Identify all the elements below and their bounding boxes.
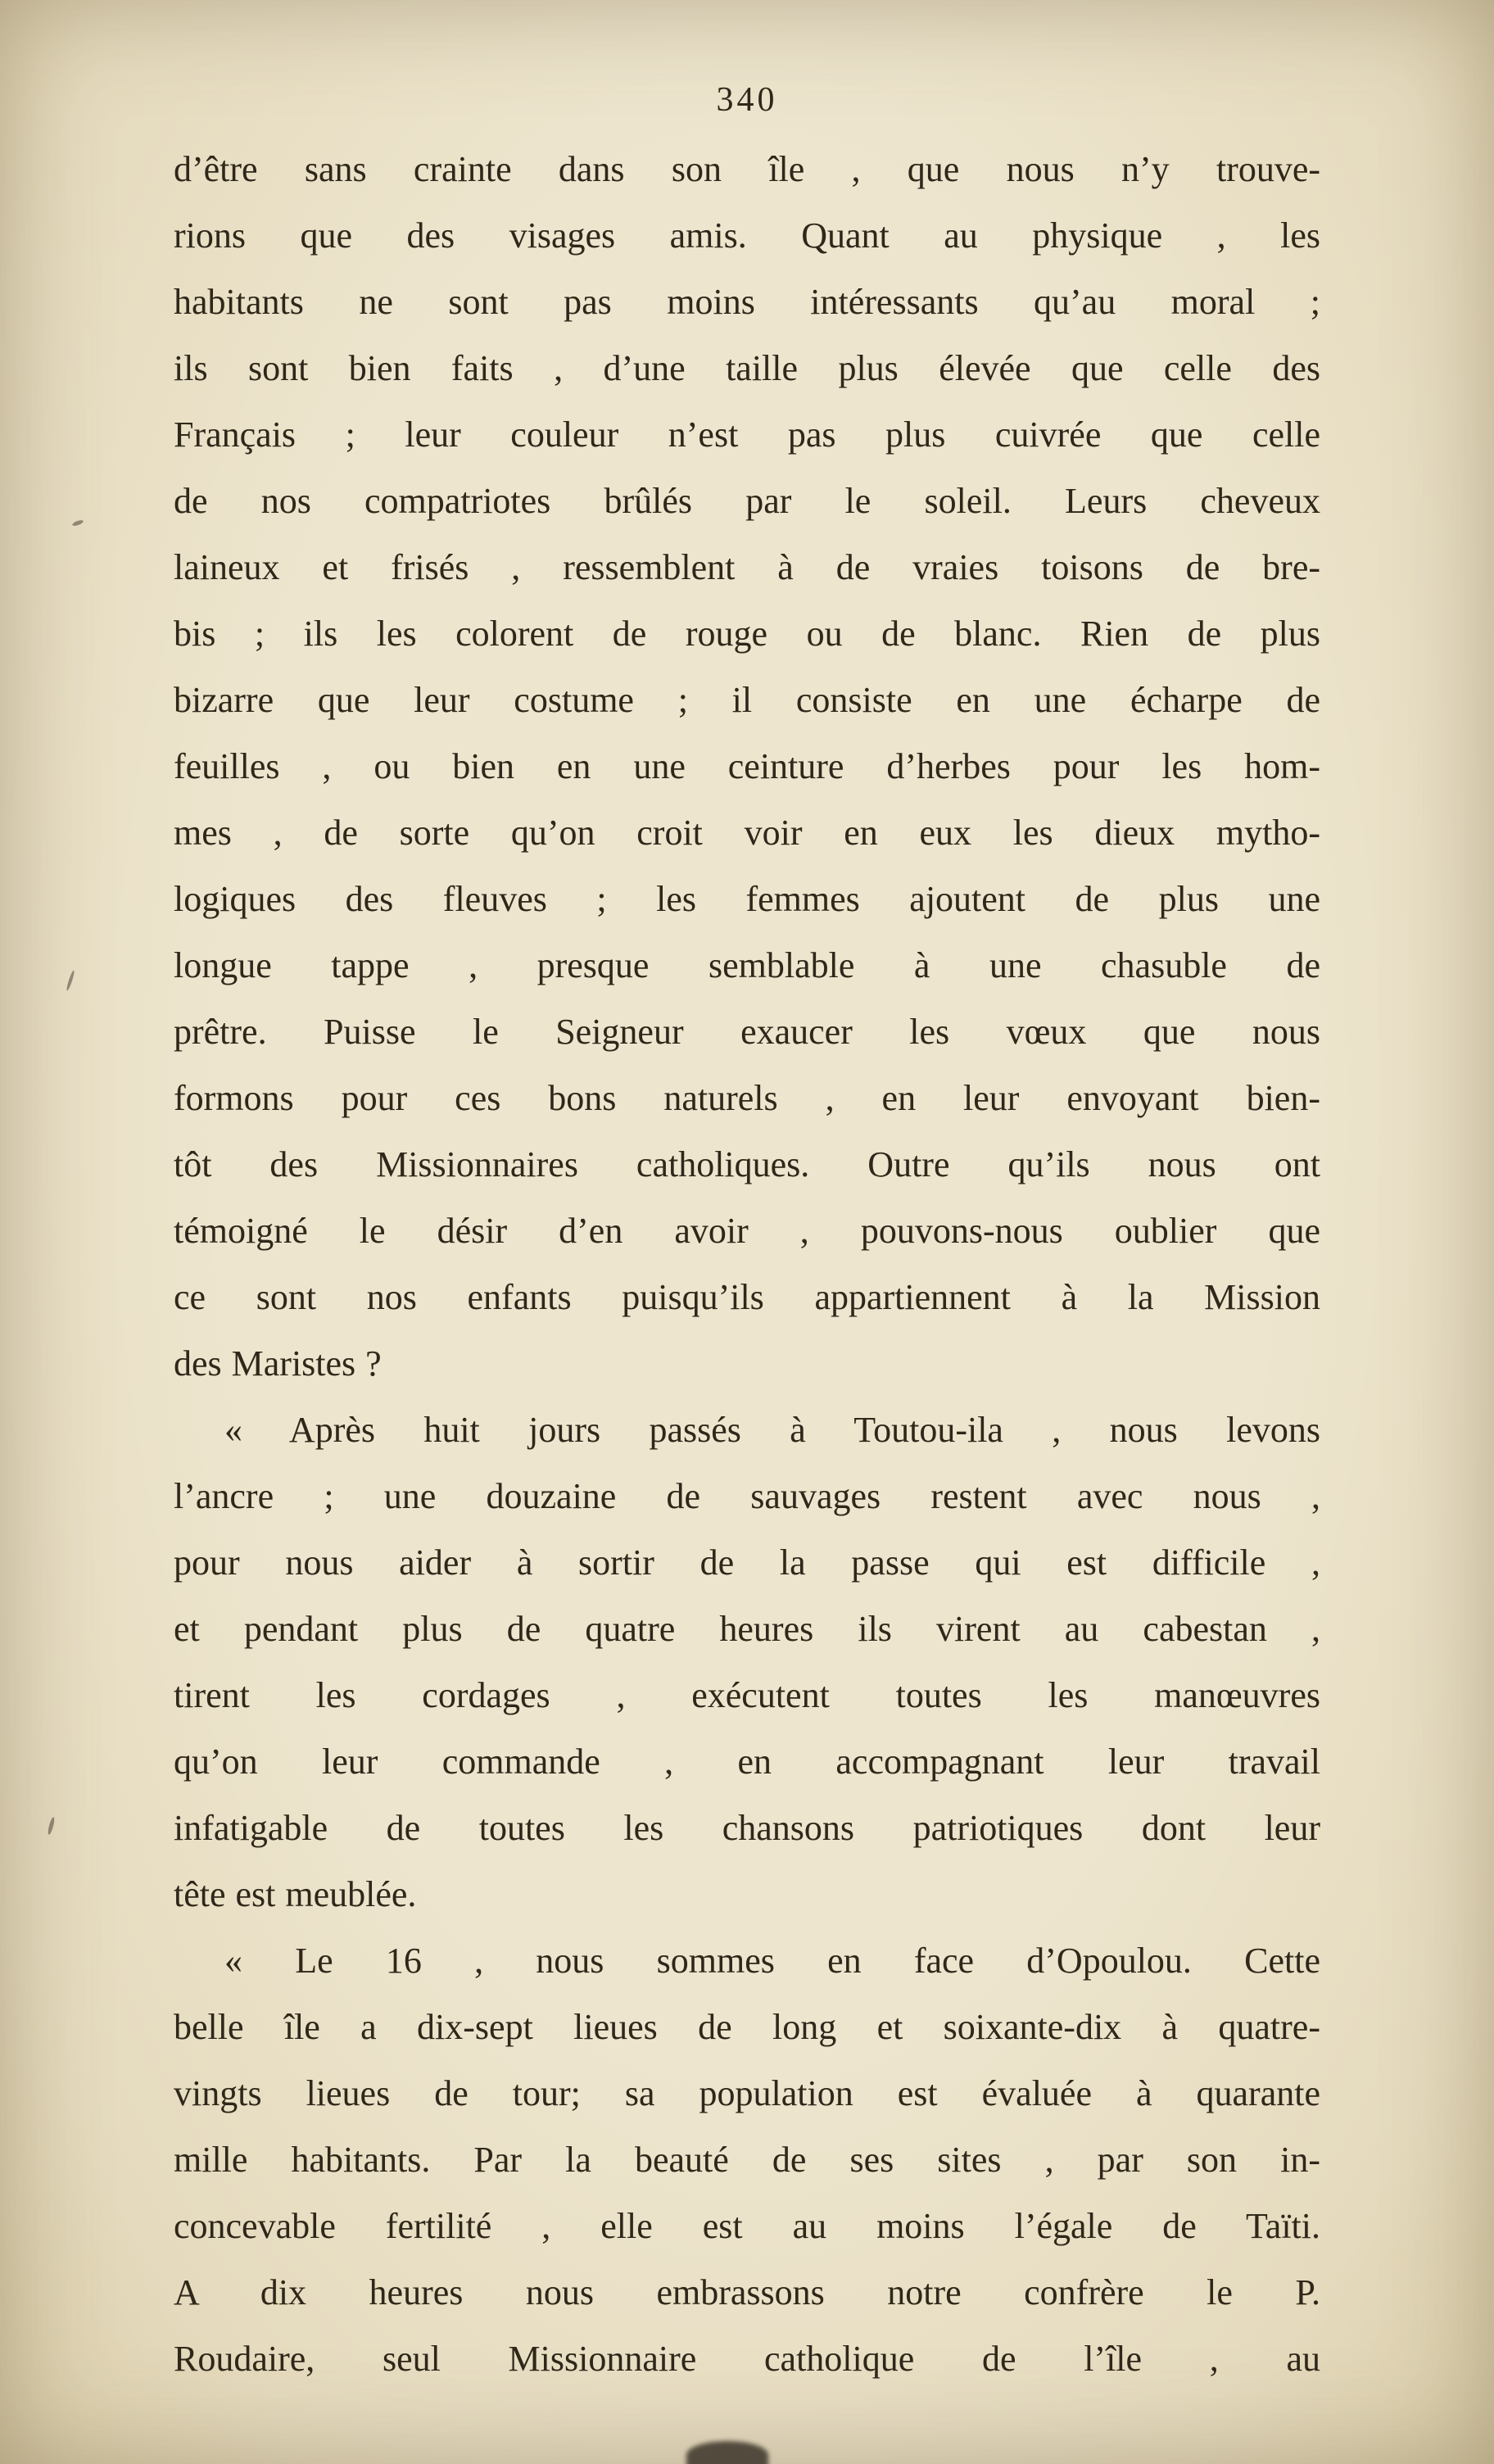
text-line: formons pour ces bons naturels , en leur envoyant bien-	[174, 1078, 1320, 1118]
text-line: d’être sans crainte dans son île , que nous n’y trouve-	[174, 149, 1320, 189]
scan-artifact	[66, 970, 75, 991]
text-line: témoigné le désir d’en avoir , pouvons-nous oublier que	[174, 1211, 1320, 1251]
text-line: qu’on leur commande , en accompagnant leur travail	[174, 1742, 1320, 1782]
text-line: longue tappe , presque semblable à une chasuble de	[174, 945, 1320, 985]
text-line: A dix heures nous embrassons notre confrère le P.	[174, 2272, 1320, 2312]
text-line: de nos compatriotes brûlés par le soleil. Leurs cheveux	[174, 481, 1320, 521]
text-line: bizarre que leur costume ; il consiste en une écharpe de	[174, 680, 1320, 720]
text-line: habitants ne sont pas moins intéressants qu’au moral ;	[174, 282, 1320, 322]
text-line: ils sont bien faits , d’une taille plus élevée que celle des	[174, 348, 1320, 388]
text-line: rions que des visages amis. Quant au physique , les	[174, 215, 1320, 256]
text-line: tirent les cordages , exécutent toutes les manœuvres	[174, 1675, 1320, 1715]
text-block	[174, 136, 1320, 2392]
scan-artifact	[47, 1817, 56, 1836]
text-line: « Le 16 , nous sommes en face d’Opoulou. Cette	[224, 1941, 1320, 1981]
text-line: ce sont nos enfants puisqu’ils appartiennent à la Mission	[174, 1277, 1320, 1317]
text-line: prêtre. Puisse le Seigneur exaucer les vœux que nous	[174, 1012, 1320, 1052]
scan-artifact	[72, 519, 84, 527]
page-number: 340	[716, 81, 778, 119]
text-line: Français ; leur couleur n’est pas plus cuivrée que celle	[174, 414, 1320, 455]
text-line: « Après huit jours passés à Toutou-ila , nous levons	[224, 1410, 1320, 1450]
text-line: pour nous aider à sortir de la passe qui est difficile ,	[174, 1542, 1320, 1583]
text-line: bis ; ils les colorent de rouge ou de blanc. Rien de plus	[174, 614, 1320, 654]
text-line: belle île a dix-sept lieues de long et soixante-dix à quatre-	[174, 2007, 1320, 2047]
text-line: logiques des fleuves ; les femmes ajoutent de plus une	[174, 879, 1320, 919]
text-line: et pendant plus de quatre heures ils virent au cabestan ,	[174, 1609, 1320, 1649]
text-line: Roudaire, seul Missionnaire catholique de l’île , au	[174, 2339, 1320, 2379]
text-line: mille habitants. Par la beauté de ses sites , par son in-	[174, 2140, 1320, 2180]
text-line: vingts lieues de tour; sa population est évaluée à quarante	[174, 2073, 1320, 2113]
text-line: mes , de sorte qu’on croit voir en eux les dieux mytho-	[174, 813, 1320, 853]
text-line: l’ancre ; une douzaine de sauvages restent avec nous ,	[174, 1476, 1320, 1516]
text-line: tête est meublée.	[174, 1874, 417, 1914]
text-line: tôt des Missionnaires catholiques. Outre qu’ils nous ont	[174, 1144, 1320, 1184]
text-line: concevable fertilité , elle est au moins l’égale de Taïti.	[174, 2206, 1320, 2246]
ink-smudge	[686, 2441, 768, 2464]
text-line: laineux et frisés , ressemblent à de vraies toisons de bre-	[174, 547, 1320, 587]
text-line: infatigable de toutes les chansons patriotiques dont leur	[174, 1808, 1320, 1848]
text-line: feuilles , ou bien en une ceinture d’herbes pour les hom-	[174, 746, 1320, 786]
text-line: des Maristes ?	[174, 1343, 382, 1384]
